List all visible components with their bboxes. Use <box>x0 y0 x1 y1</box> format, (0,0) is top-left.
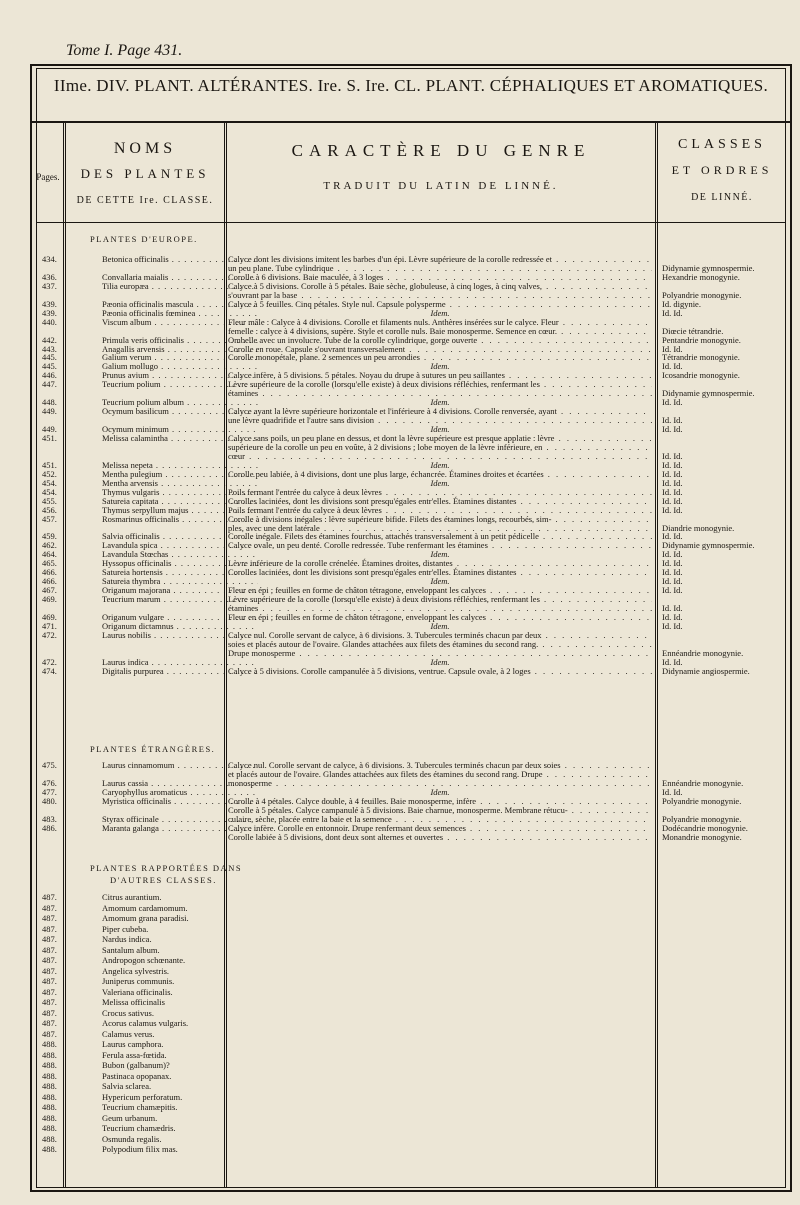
plant-name: Amomum grana paradisi. <box>102 913 189 923</box>
page-ref: 466. <box>42 576 57 587</box>
genus-character: Idem. <box>430 786 450 797</box>
page-ref: 469. <box>42 612 57 622</box>
genus-character: Calyce à 5 divisions. Corolle campanulée à 5 divisions, ventrue. Capsule ovale, à 2 loges . . . <box>228 666 652 677</box>
page-ref: 487. <box>42 902 57 913</box>
page-ref: 488. <box>42 1081 57 1091</box>
plant-name: Salvia officinalis . . . <box>102 531 258 542</box>
page-ref: 447. <box>42 379 57 390</box>
linnaean-class: Id. Id. <box>662 361 683 372</box>
plant-name: Polypodium filix mas. <box>102 1144 178 1154</box>
linnaean-class: Id. Id. <box>662 549 683 560</box>
page-number-header: Tome I. Page 431. <box>66 42 183 59</box>
table-row <box>36 924 786 935</box>
page-ref: 487. <box>42 892 57 902</box>
plant-name: Teucrium chamæpitis. <box>102 1102 178 1112</box>
genus-character: Idem. <box>430 576 450 587</box>
genus-character: femelle : calyce à 4 divisions, supère. Style et corolle nuls. Baie monosperme. Semence en cœur. . . . <box>228 326 652 337</box>
genus-character: Fleur mâle : Calyce à 4 divisions. Corolle et filaments nuls. Anthères insérées sur le calyce. Fleur . . . <box>228 317 652 328</box>
page-ref: 454. <box>42 477 57 488</box>
plant-name: Acorus calamus vulgaris. <box>102 1018 189 1028</box>
plant-name: Melissa calamintha . . . <box>102 433 258 444</box>
plant-name: Bubon (galbanum)? <box>102 1060 170 1070</box>
page-ref: 475. <box>42 760 57 770</box>
page-ref: 480. <box>42 795 57 806</box>
linnaean-class: Id. Id. <box>662 558 683 569</box>
page-ref: 454. <box>42 486 57 497</box>
plant-name: Santalum album. <box>102 944 160 955</box>
linnaean-class: Didynamie gymnospermie. <box>662 540 755 551</box>
page-ref: 455. <box>42 495 57 506</box>
plant-name: Andropogon schœnante. <box>102 955 186 965</box>
table-row <box>36 832 786 843</box>
linnaean-class: Id. Id. <box>662 504 683 515</box>
classes-header-line-1: CLASSES <box>678 137 766 152</box>
table-row <box>36 1050 786 1061</box>
genus-character: une lèvre quadrifide et l'autre sans division . . . <box>228 415 652 426</box>
section-european-plants: PLANTES D'EUROPE. <box>90 234 198 244</box>
plant-name: Mentha arvensis . . . <box>102 478 258 489</box>
plant-name: Origanum dictamnus . . . <box>102 621 258 632</box>
page-ref: 488. <box>42 1091 57 1102</box>
linnaean-class: Dodécandrie monogynie. <box>662 822 748 833</box>
plant-name: Angelica sylvestris. <box>102 965 170 976</box>
page-ref: 487. <box>42 1028 57 1039</box>
pages-column-header: Pages. <box>36 172 60 182</box>
plant-name: Valeriana officinalis. <box>102 986 173 997</box>
linnaean-class: Id. Id. <box>662 486 683 497</box>
genus-character: soies et placés autour de l'ovaire. Glandes attachées aux filets des étamines du second rang. . . . <box>228 639 652 650</box>
genus-character: Idem. <box>430 424 450 435</box>
page-ref: 487. <box>42 934 57 944</box>
section-foreign-plants: PLANTES ÉTRANGÈRES. <box>90 744 216 754</box>
plant-name: Teucrium chamædris. <box>102 1123 176 1133</box>
plant-name: Lavandula Stœchas . . . <box>102 549 258 560</box>
table-row <box>36 987 786 998</box>
table-row <box>36 1134 786 1145</box>
genus-character: Corolles laciniées, dont les divisions sont presqu'égales entr'elles. Étamines distantes . . . <box>228 567 652 578</box>
table-row <box>36 1071 786 1082</box>
section-plants-other-classes-cont: D'AUTRES CLASSES. <box>110 875 217 885</box>
linnaean-class: Diandrie monogynie. <box>662 522 735 533</box>
division-banner: IIme. DIV. PLANT. ALTÉRANTES. Ire. S. Ire. CL. PLANT. CÉPHALIQUES ET AROMATIQUES. <box>53 76 769 95</box>
classes-header-line-3: DE LINNÉ. <box>691 192 753 203</box>
page-ref: 440. <box>42 316 57 327</box>
linnaean-class: Polyandrie monogynie. <box>662 289 742 300</box>
linnaean-class: Id. Id. <box>662 531 683 542</box>
genus-character: Idem. <box>430 656 450 667</box>
character-header-line-1: CARACTÈRE DU GENRE <box>291 141 591 160</box>
plant-name: Convallaria maialis . . . <box>102 272 258 283</box>
page-ref: 464. <box>42 549 57 560</box>
linnaean-class: Id. Id. <box>662 603 683 614</box>
page-ref: 436. <box>42 271 57 282</box>
table-row <box>36 1029 786 1040</box>
page-ref: 445. <box>42 352 57 363</box>
plant-name: Thymus vulgaris . . . <box>102 487 258 498</box>
page-ref: 472. <box>42 629 57 640</box>
plant-name: Laurus cassia . . . <box>102 778 258 789</box>
genus-character: Corolle peu labiée, à 4 divisions, dont une plus large, échancrée. Étamines droites et écartées . . . <box>228 469 652 480</box>
linnaean-class: Hexandrie monogynie. <box>662 271 740 282</box>
plant-name: Satureia thymbra . . . <box>102 576 258 587</box>
page-ref: 439. <box>42 298 57 309</box>
header-bottom-rule <box>36 222 786 223</box>
plant-name: Mentha pulegium . . . <box>102 469 258 480</box>
page-ref: 487. <box>42 913 57 923</box>
plant-name: Melissa officinalis <box>102 997 165 1007</box>
linnaean-class: Monandrie monogynie. <box>662 831 742 842</box>
table-row <box>36 945 786 956</box>
linnaean-class: Id. Id. <box>662 397 683 408</box>
linnaean-class: Id. Id. <box>662 576 683 587</box>
plant-name: Hypericum perforatum. <box>102 1091 183 1102</box>
plant-name: Pæonia officinalis mascula . . . <box>102 299 258 310</box>
linnaean-class: Id. Id. <box>662 786 683 797</box>
plant-name: Pastinaca opopanax. <box>102 1070 172 1081</box>
page-ref: 446. <box>42 370 57 381</box>
page-ref: 449. <box>42 406 57 417</box>
page-ref: 472. <box>42 656 57 667</box>
linnaean-class: Icosandrie monogynie. <box>662 370 740 381</box>
plant-name: Piper cubeba. <box>102 923 149 934</box>
genus-character: Calyce ayant la lèvre supérieure horizontale et l'inférieure à 4 divisions. Corolle renversée, ayant . . . <box>228 406 652 417</box>
genus-character: Calyce sans poils, un peu plane en dessus, et dont la lèvre supérieure est presque applatie : lèvre . . . <box>228 433 652 444</box>
names-header-line-3: DE CETTE Ire. CLASSE. <box>76 195 214 206</box>
plant-name: Ocymum minimum . . . <box>102 424 258 435</box>
plant-name: Salvia sclarea. <box>102 1081 152 1091</box>
plant-name: Laurus indica . . . <box>102 657 258 668</box>
plant-name: Rosmarinus officinalis . . . <box>102 514 258 525</box>
page-ref: 488. <box>42 1060 57 1070</box>
page-ref: 487. <box>42 1018 57 1028</box>
genus-character: Corolle à 5 pétales. Calyce campanulé à 5 divisions. Baie charnue, monosperme. Membrane rétucu- . . . <box>228 805 652 816</box>
linnaean-class: Id. Id. <box>662 656 683 667</box>
genus-character: étamines . . . <box>228 388 652 399</box>
plant-name: Geum urbanum. <box>102 1112 158 1123</box>
linnaean-class: Id. Id. <box>662 424 683 435</box>
page-ref: 487. <box>42 965 57 976</box>
linnaean-class: Polyandrie monogynie. <box>662 795 742 806</box>
genus-character: Fleur en épi ; feuilles en forme de châton tétragone, enveloppant les calyces . . . <box>228 612 652 623</box>
plant-name: Osmunda regalis. <box>102 1133 162 1144</box>
page-ref: 434. <box>42 254 57 264</box>
genus-character: Idem. <box>430 361 450 372</box>
genus-character: Calyce à 5 divisions. Corolle à 5 pétales. Baie sèche, globuleuse, à cinq loges, à cinq valves, . . . <box>228 281 652 292</box>
genus-character: et placés autour de l'ovaire. Glandes attachées aux filets des étamines du second rang. Drupe . . . <box>228 769 652 780</box>
page-ref: 457. <box>42 513 57 524</box>
genus-character: monosperme . . . <box>228 778 652 789</box>
plant-name: Lavandula spica . . . <box>102 540 258 551</box>
genus-character: Calyce dont les divisions imitent les barbes d'un épi. Lèvre supérieure de la corolle redressée et . . . <box>228 254 652 265</box>
plant-name: Pæonia officinalis fœminea . . . <box>102 308 258 319</box>
plant-name: Primula veris officinalis . . . <box>102 335 258 346</box>
linnaean-class: Id. Id. <box>662 585 683 596</box>
plant-name: Juniperus communis. <box>102 976 175 986</box>
genus-character: cœur . . . <box>228 451 652 462</box>
page-ref: 483. <box>42 813 57 824</box>
page-ref: 487. <box>42 976 57 986</box>
plant-name: Prunus avium . . . <box>102 370 258 381</box>
plant-name: Anagallis arvensis . . . <box>102 344 258 355</box>
table-row <box>36 892 786 903</box>
page-ref: 488. <box>42 1144 57 1154</box>
plant-name: Crocus sativus. <box>102 1007 154 1018</box>
linnaean-class: Id. Id. <box>662 307 683 318</box>
page-ref: 451. <box>42 433 57 443</box>
table-row <box>36 1092 786 1103</box>
banner-rule <box>30 121 792 123</box>
plant-name: Melissa nepeta . . . <box>102 460 258 471</box>
plant-name: Viscum album . . . <box>102 317 258 328</box>
plant-name: Origanum majorana . . . <box>102 585 258 596</box>
page-ref: 488. <box>42 1039 57 1049</box>
genus-character: culaire, sèche, placée entre la baie et la semence . . . <box>228 814 652 825</box>
page-ref: 443. <box>42 343 57 354</box>
page-ref: 465. <box>42 558 57 569</box>
genus-character: Corolle monopétale, plane. 2 semences un peu arrondies . . . <box>228 352 652 363</box>
genus-character: Poils fermant l'entrée du calyce à deux lèvres . . . <box>228 505 652 516</box>
genus-character: Corolle en roue. Capsule s'ouvrant transversalement . . . <box>228 344 652 355</box>
genus-character: Idem. <box>430 549 450 560</box>
genus-character: Calyce infère, à 5 divisions. 5 pétales. Noyau du drupe à sutures un peu saillantes . . . <box>228 370 652 381</box>
linnaean-class: Id. Id. <box>662 477 683 488</box>
table-row <box>36 997 786 1008</box>
linnaean-class: Didynamie angiospermie. <box>662 665 750 676</box>
table-row <box>36 955 786 966</box>
plant-name: Amomum cardamomum. <box>102 902 188 913</box>
genus-character: Lèvre supérieure de la corolle (lorsqu'elle existe) à deux divisions réfléchies, renfermant les . . . <box>228 594 652 605</box>
plant-name: Ocymum basilicum . . . <box>102 406 258 417</box>
genus-character: s'ouvrant par la base . . . <box>228 290 652 301</box>
page-ref: 442. <box>42 334 57 345</box>
page-ref: 488. <box>42 1123 57 1133</box>
linnaean-class: Id. Id. <box>662 450 683 461</box>
plant-name: Betonica officinalis . . . <box>102 254 258 265</box>
page-ref: 476. <box>42 777 57 788</box>
plant-name: Galium verum . . . <box>102 352 258 363</box>
genus-character: Drupe monosperme . . . <box>228 648 652 659</box>
genus-character: Corolle inégale. Filets des étamines fourchus, attachés transversalement à un petit pédicelle . . . <box>228 531 652 542</box>
genus-character: Idem. <box>430 459 450 470</box>
page-ref: 488. <box>42 1070 57 1081</box>
plant-name: Digitalis purpurea . . . <box>102 666 258 677</box>
table-row <box>36 1039 786 1050</box>
plant-name: Styrax officinale . . . <box>102 814 258 825</box>
genus-character: Ombelle avec un involucre. Tube de la corolle cylindrique, gorge ouverte . . . <box>228 335 652 346</box>
linnaean-class: Id. Id. <box>662 612 683 622</box>
page-ref: 487. <box>42 955 57 965</box>
table-row <box>36 903 786 914</box>
genus-character: Calyce ovale, un peu denté. Corolle redressée. Tube renfermant les étamines . . . <box>228 540 652 551</box>
page-ref: 456. <box>42 504 57 515</box>
genus-character: Lèvre inférieure de la corolle crénelée. Étamines droites, distantes . . . <box>228 558 652 569</box>
page-ref: 488. <box>42 1049 57 1060</box>
genus-character: Corolles laciniées, dont les divisions sont presqu'égales entr'elles. Étamines distantes . . . <box>228 496 652 507</box>
genus-character: Fleur en épi ; feuilles en forme de châton tétragone, enveloppant les calyces . . . <box>228 585 652 596</box>
page-ref: 477. <box>42 786 57 797</box>
page-ref: 452. <box>42 468 57 479</box>
genus-character: un peu plane. Tube cylindrique . . . <box>228 263 652 274</box>
genus-character: Poils fermant l'entrée du calyce à deux lèvres . . . <box>228 487 652 498</box>
table-row <box>36 1018 786 1029</box>
genus-character: Lèvre supérieure de la corolle (lorsqu'elle existe) à deux divisions réfléchies, renfermant les . . . <box>228 379 652 390</box>
plant-name: Maranta galanga . . . <box>102 823 258 834</box>
genus-character: étamines . . . <box>228 603 652 614</box>
page-ref: 445. <box>42 361 57 372</box>
table-row <box>36 1081 786 1092</box>
classes-header-line-2: ET ORDRES <box>671 163 773 177</box>
page-ref: 437. <box>42 280 57 291</box>
plant-name: Hyssopus officinalis . . . <box>102 558 258 569</box>
table-row <box>36 1008 786 1019</box>
linnaean-class: Id. Id. <box>662 620 683 631</box>
page-ref: 488. <box>42 1112 57 1123</box>
table-row <box>36 966 786 977</box>
plant-name: Origanum vulgare . . . <box>102 612 258 623</box>
plant-name: Laurus camphora. <box>102 1039 164 1049</box>
plant-name: Galium mollugo . . . <box>102 361 258 372</box>
names-header-line-1: NOMS <box>113 140 177 157</box>
linnaean-class: Id. Id. <box>662 343 683 354</box>
table-row <box>36 1102 786 1113</box>
page-ref: 488. <box>42 1102 57 1112</box>
plant-name: Satureia hortensis . . . <box>102 567 258 578</box>
genus-character: Calyce nul. Corolle servant de calyce, à 6 divisions. 3. Tubercules terminés chacun par deux . . . <box>228 630 652 641</box>
table-row <box>36 934 786 945</box>
linnaean-class: Pentandrie monogynie. <box>662 334 741 345</box>
linnaean-class: Polyandrie monogynie. <box>662 813 742 824</box>
linnaean-class: Ennéandrie monogynie. <box>662 647 744 658</box>
linnaean-class: Tétrandrie monogynie. <box>662 352 740 363</box>
plant-name: Laurus nobilis . . . <box>102 630 258 641</box>
genus-character: Idem. <box>430 477 450 488</box>
page-ref: 439. <box>42 307 57 318</box>
page-ref: 488. <box>42 1133 57 1144</box>
linnaean-class: Diœcie tétrandrie. <box>662 325 724 336</box>
plant-name: Teucrium polium . . . <box>102 379 258 390</box>
linnaean-class: Didynamie gymnospermie. <box>662 262 755 273</box>
linnaean-class: Id. Id. <box>662 495 683 506</box>
table-row <box>36 976 786 987</box>
table-row <box>36 666 786 677</box>
names-header-line-2: DES PLANTES <box>80 166 210 181</box>
plant-name: Tilia europæa . . . <box>102 281 258 292</box>
genus-character: Idem. <box>430 307 450 318</box>
plant-name: Nardus indica. <box>102 934 152 944</box>
plant-name: Teucrium marum . . . <box>102 594 258 605</box>
linnaean-class: Id. Id. <box>662 567 683 578</box>
page-ref: 486. <box>42 822 57 833</box>
table-row <box>36 913 786 924</box>
plant-name: Laurus cinnamomum . . . <box>102 760 258 771</box>
table-row <box>36 1123 786 1134</box>
character-header-line-2: TRADUIT DU LATIN DE LINNÉ. <box>323 180 559 192</box>
page-ref: 487. <box>42 1007 57 1018</box>
table-row <box>36 1144 786 1155</box>
genus-character: Idem. <box>430 397 450 408</box>
plant-name: Calamus verus. <box>102 1028 155 1039</box>
plant-name: Citrus aurantium. <box>102 892 162 902</box>
plant-name: Ferula assa-fœtida. <box>102 1049 167 1060</box>
linnaean-class: Didynamie gymnospermie. <box>662 388 755 399</box>
genus-character: Corolle labiée à 5 divisions, dont deux sont alternes et ouvertes . . . <box>228 832 652 843</box>
genus-character: Calyce à 5 feuilles. Cinq pétales. Style nul. Capsule polysperme . . . <box>228 299 652 310</box>
plant-name: Thymus serpyllum majus . . . <box>102 505 258 516</box>
plant-name: Satureia capitata . . . <box>102 496 258 507</box>
genus-character: supérieure de la corolle un peu en voûte, à 2 divisions ; lobe moyen de la lèvre inférieure, en . . . <box>228 442 652 453</box>
page-ref: 487. <box>42 944 57 955</box>
linnaean-class: Id. digynie. <box>662 298 701 309</box>
page-ref: 451. <box>42 459 57 470</box>
page-ref: 467. <box>42 585 57 596</box>
linnaean-class: Id. Id. <box>662 415 683 426</box>
linnaean-class: Ennéandrie monogynie. <box>662 777 744 788</box>
page-ref: 474. <box>42 665 57 676</box>
page-ref: 462. <box>42 540 57 551</box>
page-ref: 459. <box>42 531 57 542</box>
plant-name: Myristica officinalis . . . <box>102 796 258 807</box>
genus-character: Corolle à 4 pétales. Calyce double, à 4 feuilles. Baie monosperme, infère . . . <box>228 796 652 807</box>
genus-character: ples, avec une dent latérale . . . <box>228 523 652 534</box>
genus-character: Corolle à divisions inégales : lèvre supérieure bifide. Filets des étamines longs, recourbés, sim- . . . <box>228 514 652 525</box>
page-ref: 471. <box>42 620 57 631</box>
section-plants-other-classes: PLANTES RAPPORTÉES DANS <box>90 863 243 873</box>
linnaean-class: Id. Id. <box>662 468 683 479</box>
genus-character: Corolle à 6 divisions. Baie maculée, à 3 loges . . . <box>228 272 652 283</box>
genus-character: Calyce nul. Corolle servant de calyce, à 6 divisions. 3. Tubercules terminés chacun par deux soies . . . <box>228 760 652 771</box>
page-ref: 487. <box>42 986 57 997</box>
table-row <box>36 1060 786 1071</box>
genus-character: Calyce infère. Corolle en entonnoir. Drupe renfermant deux semences . . . <box>228 823 652 834</box>
plant-name: Teucrium polium album . . . <box>102 397 258 408</box>
plant-name: Caryophyllus aromaticus . . . <box>102 787 258 798</box>
page-ref: 448. <box>42 397 57 408</box>
table-row <box>36 1113 786 1124</box>
genus-character: Idem. <box>430 620 450 631</box>
page-ref: 487. <box>42 997 57 1007</box>
page-ref: 469. <box>42 594 57 605</box>
page-ref: 449. <box>42 424 57 435</box>
linnaean-class: Id. Id. <box>662 459 683 470</box>
page-ref: 487. <box>42 923 57 934</box>
page-ref: 466. <box>42 567 57 578</box>
